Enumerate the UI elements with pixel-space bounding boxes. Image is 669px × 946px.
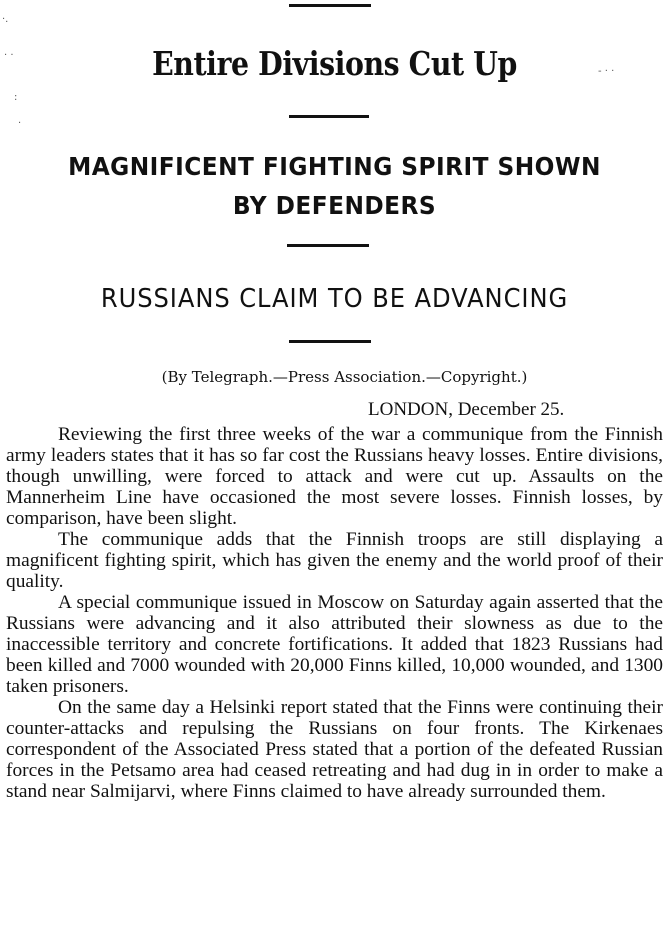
subheadline-line-1: MAGNIFICENT FIGHTING SPIRIT SHOWN <box>68 152 601 181</box>
divider-rule <box>289 115 369 118</box>
print-speck: ·. <box>2 14 9 25</box>
divider-rule <box>289 340 371 343</box>
article-paragraph: A special communique issued in Moscow on Saturday again asserted that the Russians were advancing and it also attributed their slowness as due to the inaccessible territory and concrete fortifications. It added that 1823 Russians had been killed and 7000 wounded with 20,000 Finns killed, 10,000 wounded, and 1300 taken prisoners. <box>6 592 663 697</box>
subheadline-line-2: BY DEFENDERS <box>232 191 437 220</box>
third-headline: RUSSIANS CLAIM TO BE ADVANCING <box>100 284 569 314</box>
divider-rule-top <box>289 4 371 7</box>
divider-rule <box>287 244 369 247</box>
main-headline: Entire Divisions Cut Up <box>152 44 517 83</box>
article-paragraph: On the same day a Helsinki report stated that the Finns were continuing their counter-attacks and repulsing the Russians on four fronts. The Kirkenaes correspondent of the Associated Press stated that a portion of the defeated Russian forces in the Petsamo area had ceased retreating and had dug in in order to make a stand near Salmijarvi, where Finns claimed to have already surrounded them. <box>6 697 663 802</box>
print-speck: · · <box>4 50 14 61</box>
dateline: LONDON, December 25. <box>368 399 565 420</box>
print-speck: : <box>14 92 18 103</box>
article-paragraph: Reviewing the first three weeks of the war a communique from the Finnish army leaders states that it has so far cost the Russians heavy losses. Entire divisions, though unwilling, were forced to attack and were cut up. Assaults on the Mannerheim Line have occasioned the most severe losses. Finnish losses, by comparison, have been slight. <box>6 424 663 529</box>
article-body <box>6 424 663 802</box>
wire-credit: (By Telegraph.—Press Association.—Copyright.) <box>161 368 528 386</box>
article-paragraph: The communique adds that the Finnish troops are still displaying a magnificent fighting spirit, which has given the enemy and the world proof of their quality. <box>6 529 663 592</box>
print-speck: - · · <box>598 66 615 77</box>
print-speck: · <box>18 118 22 129</box>
